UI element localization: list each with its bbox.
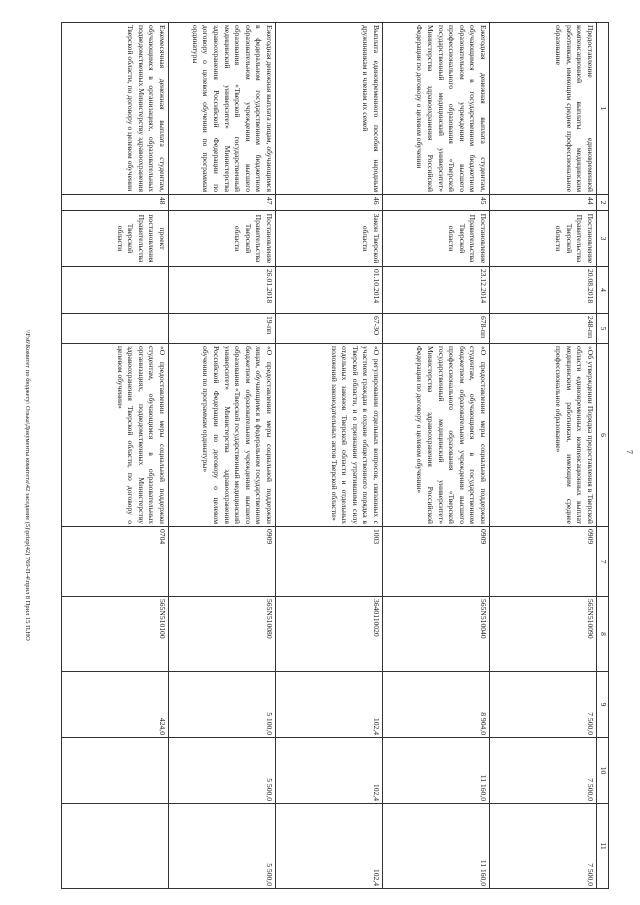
table-row [490, 23, 597, 889]
act-date: 01.10.2014 [276, 267, 383, 314]
table-row [383, 23, 490, 889]
col-header-9: 9 [597, 672, 609, 738]
act-type: Закон Тверской области [276, 211, 383, 267]
act-number: 248-пп [490, 314, 597, 344]
target-article-code: 3640110020 [276, 597, 383, 672]
act-type: Постановление Правительства Тверской области [383, 211, 490, 267]
col-header-8: 8 [597, 597, 609, 672]
amount-col-10: 7 500,0 [490, 738, 597, 804]
act-date [62, 267, 169, 314]
act-type: проект постановления Правительства Тверской области [62, 211, 169, 267]
measure-name: Ежемесячная денежная выплата студентам, обучающимся в организациях, образовательных подведомственных Министерству здравоохранения Тверской области, по договору о целевом обучении [62, 23, 169, 195]
measure-name: Выплата единовременного пособия народным дружинникам и членам их семей [276, 23, 383, 195]
act-title: «Об утверждении Порядка предоставления в Тверской области единовременных компенсационных выплат медицинским работникам, имеющим среднее профессиональное образование» [490, 344, 597, 527]
act-number: 19-пп [169, 314, 276, 344]
target-article-code: 565N510100 [62, 597, 169, 672]
row-number: 47 [169, 195, 276, 211]
amount-col-10: 102,4 [276, 738, 383, 804]
amount-col-10: 11 160,0 [383, 738, 490, 804]
col-header-7: 7 [597, 527, 609, 597]
section-code: 1003 [276, 527, 383, 597]
column-header-row [597, 23, 609, 889]
act-title: «О предоставлении меры социальной поддержки студентам, обучающимся в государственном бюджетном образовательном учреждении высшего профессионального образования «Тверской государственный медицинский университет» Министерства здравоохранения Российской Федерации по договору о целевом обучении» [383, 344, 490, 527]
section-code: 0909 [383, 527, 490, 597]
amount-col-10 [62, 738, 169, 804]
act-date: 26.01.2018 [169, 267, 276, 314]
col-header-10: 10 [597, 738, 609, 804]
section-code: 0704 [62, 527, 169, 597]
table-row [62, 23, 169, 889]
target-article-code: 565N510040 [383, 597, 490, 672]
col-header-11: 11 [597, 804, 609, 889]
act-date: 20.08.2018 [490, 267, 597, 314]
act-title: «О регулировании отдельных вопросов, связанных с участием граждан в охране общественного порядка в Тверской области, и о признании утратившими силу отдельных законов Тверской области и отдельных положений законодательных актов Тверской области» [276, 344, 383, 527]
amount-col-11: 7 500,0 [490, 804, 597, 889]
amount-col-11: 102,4 [276, 804, 383, 889]
page-number: 7 [625, 450, 634, 454]
section-code: 0909 [490, 527, 597, 597]
act-number [62, 314, 169, 344]
amount-col-11: 5 500,0 [169, 804, 276, 889]
table-row [169, 23, 276, 889]
amount-col-9: 7 500,0 [490, 672, 597, 738]
col-header-1: 1 [597, 23, 609, 195]
amount-col-9: 424,0 [62, 672, 169, 738]
act-title: «О предоставлении меры социальной поддержки лицам, обучающимся в федеральном государственном бюджетном образовательном учреждении высшего образования «Тверской государственный медицинский университет» Министерства здравоохранения Российской Федерации по договору о целевом обучении по программам ординатуры» [169, 344, 276, 527]
col-header-3: 3 [597, 211, 609, 267]
measure-name: Предоставление единовременной компенсационной выплаты медицинским работникам, имеющим среднее профессиональное образование [490, 23, 597, 195]
measure-name: Ежегодная денежная выплата лицам, обучающимся в федеральном государственном бюджетном образовательном учреждении высшего образования «Тверской государственный медицинский университет» Министерства здравоохранения Российской Федерации по договору о целевом обучении по программам ординатуры [169, 23, 276, 195]
act-type: Постановление Правительства Тверской области [490, 211, 597, 267]
col-header-2: 2 [597, 195, 609, 211]
table-row [276, 23, 383, 889]
file-path-footer: \\Fs6\Комитет по бюджету\ Олька\Документы комитета\42 заседание (5)\prizp(42) 769-П-4\прил 8 Прил 15 П.НО [24, 330, 31, 641]
row-number: 44 [490, 195, 597, 211]
act-type: Постановление Правительства Тверской области [169, 211, 276, 267]
col-header-6: 6 [597, 344, 609, 527]
row-number: 45 [383, 195, 490, 211]
amount-col-11: 11 160,0 [383, 804, 490, 889]
amount-col-11 [62, 804, 169, 889]
target-article-code: 565N510080 [169, 597, 276, 672]
col-header-4: 4 [597, 267, 609, 314]
budget-table [61, 22, 609, 889]
row-number: 46 [276, 195, 383, 211]
amount-col-10: 5 500,0 [169, 738, 276, 804]
amount-col-9: 5 100,0 [169, 672, 276, 738]
act-date: 23.12.2014 [383, 267, 490, 314]
target-article-code: 565N510090 [490, 597, 597, 672]
amount-col-9: 102,4 [276, 672, 383, 738]
act-number: 678-пп [383, 314, 490, 344]
measure-name: Ежегодная денежная выплата студентам, обучающимся в государственном бюджетном образовательном учреждении высшего профессионального образования «Тверской государственный медицинский университет» Министерства здравоохранения Российской Федерации по договору о целевом обучении [383, 23, 490, 195]
act-number: 67-ЗО [276, 314, 383, 344]
amount-col-9: 8 904,0 [383, 672, 490, 738]
row-number: 48 [62, 195, 169, 211]
act-title: «О предоставлении меры социальной поддержки студентам, обучающимся в образовательных организациях, подведомственных Министерству здравоохранения Тверской области, по договору о целевом обучении» [62, 344, 169, 527]
col-header-5: 5 [597, 314, 609, 344]
section-code: 0909 [169, 527, 276, 597]
